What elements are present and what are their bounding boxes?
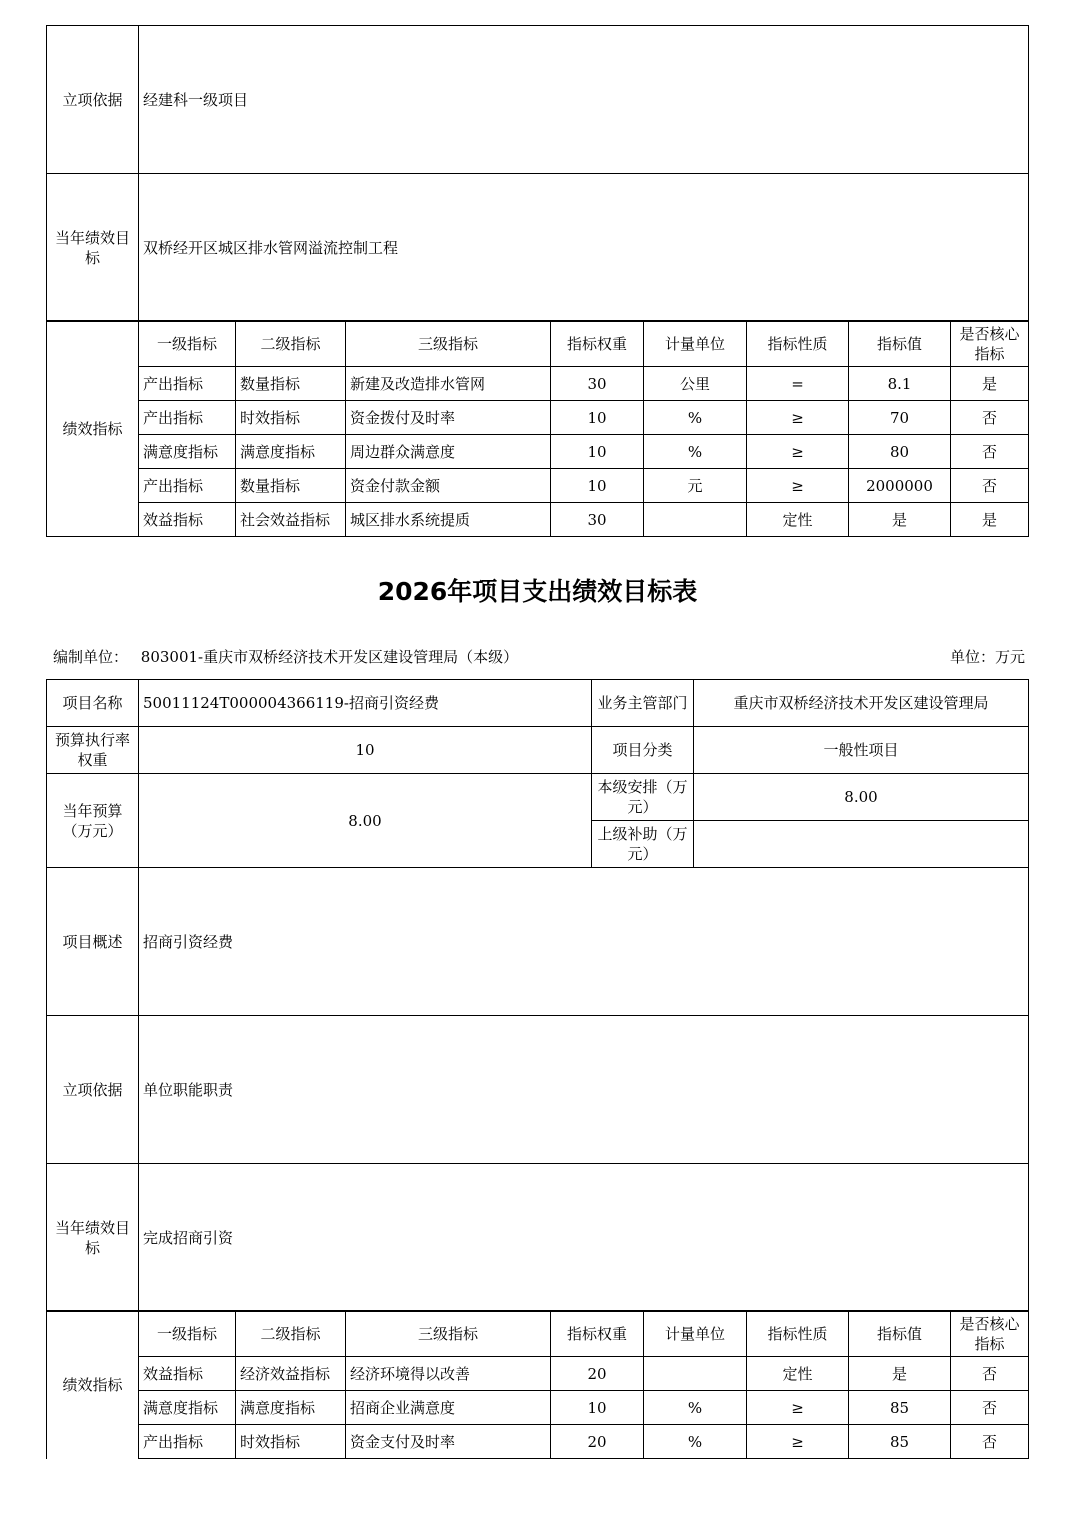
- kpi-cell: 效益指标: [139, 503, 236, 537]
- kpi-cell: 经济效益指标: [236, 1357, 346, 1391]
- kpi-cell: 85: [849, 1391, 951, 1425]
- kpi-row: [47, 503, 1029, 537]
- kpi-cell: 社会效益指标: [236, 503, 346, 537]
- overview-label: 项目概述: [47, 868, 139, 1016]
- kpi-cell: %: [644, 1391, 747, 1425]
- kpi-cell: 否: [951, 401, 1029, 435]
- exec-weight-value: 10: [139, 727, 592, 774]
- kpi-header-cell: 二级指标: [236, 1311, 346, 1357]
- kpi-header-cell: 三级指标: [346, 321, 551, 367]
- category-label: 项目分类: [592, 727, 694, 774]
- upper-label: 上级补助（万元）: [592, 821, 694, 868]
- kpi-cell: 是: [849, 503, 951, 537]
- kpi-cell: 招商企业满意度: [346, 1391, 551, 1425]
- unit-text: 单位：万元: [949, 648, 1025, 666]
- kpi-cell: 否: [951, 1425, 1029, 1459]
- kpi-cell: ≥: [747, 1391, 849, 1425]
- kpi-cell: 是: [849, 1357, 951, 1391]
- kpi-cell: 2000000: [849, 469, 951, 503]
- kpi-cell: 是: [951, 367, 1029, 401]
- kpi-cell: %: [644, 401, 747, 435]
- kpi-cell: 否: [951, 1357, 1029, 1391]
- kpi-cell: 70: [849, 401, 951, 435]
- kpi-cell: 10: [551, 401, 644, 435]
- kpi-cell: 产出指标: [139, 1425, 236, 1459]
- org-label: 编制单位：: [53, 648, 129, 666]
- kpi-header-cell: 三级指标: [346, 1311, 551, 1357]
- basis-value: 经建科一级项目: [139, 26, 1029, 174]
- section2-kpi-table: [46, 1310, 1029, 1459]
- kpi-row: [47, 435, 1029, 469]
- kpi-header-cell: 计量单位: [644, 1311, 747, 1357]
- kpi-header-row: [47, 1311, 1029, 1357]
- kpi-cell: 8.1: [849, 367, 951, 401]
- kpi-cell: 公里: [644, 367, 747, 401]
- kpi-cell: 新建及改造排水管网: [346, 367, 551, 401]
- kpi-cell: 时效指标: [236, 1425, 346, 1459]
- kpi-header-cell: 一级指标: [139, 321, 236, 367]
- kpi-cell: 满意度指标: [139, 435, 236, 469]
- kpi-cell: 80: [849, 435, 951, 469]
- basis2-value: 单位职能职责: [139, 1016, 1029, 1164]
- kpi-header-cell: 计量单位: [644, 321, 747, 367]
- kpi-cell: 时效指标: [236, 401, 346, 435]
- category-value: 一般性项目: [694, 727, 1029, 774]
- kpi-cell: 20: [551, 1357, 644, 1391]
- kpi-cell: 城区排水系统提质: [346, 503, 551, 537]
- kpi-cell: 满意度指标: [139, 1391, 236, 1425]
- kpi-label: 绩效指标: [47, 321, 139, 537]
- kpi-cell: 30: [551, 503, 644, 537]
- kpi-cell: 资金付款金额: [346, 469, 551, 503]
- kpi-cell: %: [644, 435, 747, 469]
- kpi-cell: 10: [551, 469, 644, 503]
- kpi-header-cell: 指标值: [849, 321, 951, 367]
- kpi-cell: 产出指标: [139, 469, 236, 503]
- kpi-cell: 20: [551, 1425, 644, 1459]
- kpi-row: [47, 1391, 1029, 1425]
- kpi-header-cell: 指标性质: [747, 321, 849, 367]
- kpi-cell: 经济环境得以改善: [346, 1357, 551, 1391]
- kpi-body: [47, 1311, 1029, 1459]
- dept-value: 重庆市双桥经济技术开发区建设管理局: [694, 680, 1029, 727]
- kpi-cell: 是: [951, 503, 1029, 537]
- kpi-cell: 元: [644, 469, 747, 503]
- kpi-cell: [644, 503, 747, 537]
- kpi-row: [47, 469, 1029, 503]
- kpi-header-cell: 一级指标: [139, 1311, 236, 1357]
- kpi-cell: 满意度指标: [236, 1391, 346, 1425]
- dept-label: 业务主管部门: [592, 680, 694, 727]
- kpi-cell: [644, 1357, 747, 1391]
- org-value: 803001-重庆市双桥经济技术开发区建设管理局（本级）: [140, 648, 519, 666]
- kpi-cell: %: [644, 1425, 747, 1459]
- basis-label: 立项依据: [47, 26, 139, 174]
- basis2-label: 立项依据: [47, 1016, 139, 1164]
- kpi-header-cell: 二级指标: [236, 321, 346, 367]
- exec-weight-label: 预算执行率权重: [47, 727, 139, 774]
- kpi-cell: 85: [849, 1425, 951, 1459]
- kpi-cell: 定性: [747, 1357, 849, 1391]
- kpi-cell: ≥: [747, 401, 849, 435]
- kpi-cell: 10: [551, 1391, 644, 1425]
- budget-label: 当年预算（万元）: [47, 774, 139, 868]
- kpi-cell: 产出指标: [139, 367, 236, 401]
- kpi-header-cell: 指标性质: [747, 1311, 849, 1357]
- kpi-cell: 资金拨付及时率: [346, 401, 551, 435]
- kpi-cell: 定性: [747, 503, 849, 537]
- goal2-value: 完成招商引资: [139, 1164, 1029, 1312]
- org-line: [53, 646, 518, 667]
- project-info-table: [46, 679, 1029, 1312]
- kpi-header-cell: 指标值: [849, 1311, 951, 1357]
- kpi-cell: 资金支付及时率: [346, 1425, 551, 1459]
- goal-label: 当年绩效目标: [47, 174, 139, 322]
- project-name-label: 项目名称: [47, 680, 139, 727]
- kpi-header-row: [47, 321, 1029, 367]
- budget-value: 8.00: [139, 774, 592, 868]
- kpi-cell: 周边群众满意度: [346, 435, 551, 469]
- kpi-cell: 否: [951, 469, 1029, 503]
- local-label: 本级安排（万元）: [592, 774, 694, 821]
- kpi-cell: 满意度指标: [236, 435, 346, 469]
- upper-value: [694, 821, 1029, 868]
- kpi-row: [47, 401, 1029, 435]
- kpi-cell: 否: [951, 1391, 1029, 1425]
- kpi-cell: 30: [551, 367, 644, 401]
- kpi-cell: 数量指标: [236, 367, 346, 401]
- kpi-header-cell: 指标权重: [551, 1311, 644, 1357]
- kpi-cell: 10: [551, 435, 644, 469]
- section1-table: [46, 25, 1029, 322]
- kpi-cell: 否: [951, 435, 1029, 469]
- kpi-cell: 效益指标: [139, 1357, 236, 1391]
- kpi-header-cell: 指标权重: [551, 321, 644, 367]
- kpi-cell: 产出指标: [139, 401, 236, 435]
- kpi-cell: ≥: [747, 1425, 849, 1459]
- goal-value: 双桥经开区城区排水管网溢流控制工程: [139, 174, 1029, 322]
- kpi-label: 绩效指标: [47, 1311, 139, 1459]
- section1-kpi-table: [46, 320, 1029, 537]
- kpi-cell: ≥: [747, 469, 849, 503]
- page-title: 2026年项目支出绩效目标表: [377, 577, 698, 606]
- kpi-row: [47, 1425, 1029, 1459]
- local-value: 8.00: [694, 774, 1029, 821]
- kpi-cell: =: [747, 367, 849, 401]
- kpi-body: [47, 321, 1029, 537]
- project-name-value: 50011124T000004366119-招商引资经费: [139, 680, 592, 727]
- kpi-header-cell: 是否核心指标: [951, 1311, 1029, 1357]
- overview-value: 招商引资经费: [139, 868, 1029, 1016]
- kpi-cell: ≥: [747, 435, 849, 469]
- kpi-cell: 数量指标: [236, 469, 346, 503]
- kpi-header-cell: 是否核心指标: [951, 321, 1029, 367]
- kpi-row: [47, 367, 1029, 401]
- goal2-label: 当年绩效目标: [47, 1164, 139, 1312]
- kpi-row: [47, 1357, 1029, 1391]
